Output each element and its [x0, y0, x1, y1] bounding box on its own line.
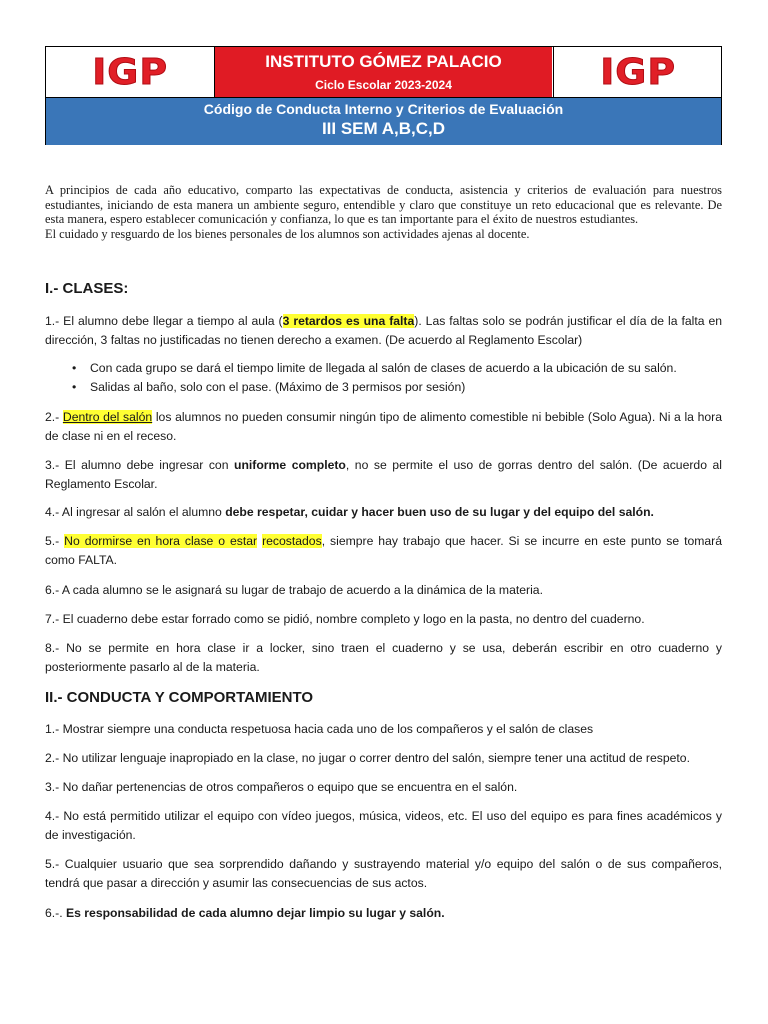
rule-text: 1.- El alumno debe llegar a tiempo al aula (: [45, 314, 283, 328]
rule-1-6: 6.- A cada alumno se le asignará su lugar de trabajo de acuerdo a la dinámica de la materia.: [45, 583, 543, 597]
rule-text: , siempre hay trabajo que hacer. Si se incurre en este punto se tomará como FALTA.: [45, 534, 723, 567]
rule-1-5: [45, 532, 722, 569]
rule-2-2: 2.- No utilizar lenguaje inapropiado en la clase, no jugar o correr dentro del salón, siempre tener una actitud de respeto.: [45, 751, 690, 765]
bold-text: Es responsabilidad de cada alumno dejar limpio su lugar y salón.: [66, 906, 445, 920]
header-subtitle-band: [46, 97, 721, 145]
rule-1-2: [45, 408, 722, 445]
rule-1-7: 7.- El cuaderno debe estar forrado como se pidió, nombre completo y logo en la pasta, no dentro del cuaderno.: [45, 612, 645, 626]
rule-text: los alumnos no pueden consumir ningún tipo de alimento comestible ni bebible (Solo Agua). Ni a la hora de clase ni en el receso.: [45, 410, 723, 443]
rule-1-8: 8.- No se permite en hora clase ir a locker, sino traen el cuaderno y se usa, deberán escribir en otro cuaderno y posteriormente pasarlo al de la materia.: [45, 641, 722, 674]
rule-text: 2.-: [45, 410, 63, 424]
highlight-no-dormirse: No dormirse en hora clase o estar: [64, 534, 258, 548]
institution-title-block: [215, 47, 552, 97]
intro-paragraph-1: A principios de cada año educativo, comparto las expectativas de conducta, asistencia y criterios de evaluación para nuestros estudiantes, iniciando de esta manera un ambiente seguro, entendible y claro que constituye un reto educacional que es relevante. De esta manera, espero establecer comunicación y confianza, lo que es tan importante para el éxito de nuestros estudiantes.: [45, 183, 722, 227]
rule-1-bullets: [72, 359, 722, 396]
logo-left: [46, 47, 215, 97]
rule-2-3: 3.- No dañar pertenencias de otros compañeros o equipo que se encuentra en el salón.: [45, 780, 518, 794]
rule-1-3: [45, 456, 722, 493]
school-year: Ciclo Escolar 2023-2024: [315, 78, 452, 92]
rule-1-1: [45, 312, 722, 349]
bold-text: uniforme completo: [234, 458, 346, 472]
section-title-conducta: II.- CONDUCTA Y COMPORTAMIENTO: [45, 689, 314, 706]
rule-2-5: 5.- Cualquier usuario que sea sorprendido dañando y sustrayendo material y/o equipo del salón o de sus compañeros, tendrá que pasar a dirección y asumir las consecuencias de sus actos.: [45, 857, 722, 890]
bullet-item: • Salidas al baño, solo con el pase. (Máximo de 3 permisos por sesión): [72, 378, 722, 397]
rule-text: 3.- El alumno debe ingresar con: [45, 458, 235, 472]
rule-2-1: 1.- Mostrar siempre una conducta respetuosa hacia cada uno de los compañeros y el salón de clases: [45, 722, 594, 736]
highlight-retardos: 3 retardos es una falta: [282, 314, 415, 328]
bullet-item: • Con cada grupo se dará el tiempo limite de llegada al salón de clases de acuerdo a la ubicación de su salón.: [72, 359, 722, 378]
groups-label: III SEM A,B,C,D: [321, 119, 446, 138]
institution-name: INSTITUTO GÓMEZ PALACIO: [265, 52, 502, 71]
logo-right: [553, 47, 722, 97]
header-top-row: [46, 47, 721, 97]
igp-logo-left: IGP: [92, 51, 168, 93]
rule-text: 4.- Al ingresar al salón el alumno: [45, 505, 226, 519]
rule-text: 5.-: [45, 534, 65, 548]
rule-2-4: 4.- No está permitido utilizar el equipo con vídeo juegos, música, videos, etc. El uso del equipo es para fines académicos y de investigación.: [45, 809, 722, 842]
rule-1-4: [45, 503, 722, 522]
rule-text: ). Las faltas solo se podrán justificar el día de la falta en dirección, 3 faltas no justificadas no tienen derecho a examen. (De acuerdo al Reglamento Escolar): [45, 314, 722, 347]
intro-paragraph-2: El cuidado y resguardo de los bienes personales de los alumnos son actividades ajenas al docente.: [45, 226, 530, 241]
section-title-clases: I.- CLASES:: [45, 280, 129, 297]
document-title: Código de Conducta Interno y Criterios de Evaluación: [203, 101, 564, 117]
document-header: [45, 46, 722, 145]
intro-text: [45, 183, 722, 241]
highlight-recostados: recostados: [262, 534, 322, 548]
rule-2-6: [45, 904, 722, 923]
rule-text: 6.-.: [45, 906, 66, 920]
highlight-dentro-salon: Dentro del salón: [62, 410, 153, 424]
igp-logo-right: IGP: [600, 51, 676, 93]
rule-text: , no se permite el uso de gorras dentro del salón. (De acuerdo al Reglamento Escolar.: [45, 458, 722, 491]
bold-text: debe respetar, cuidar y hacer buen uso de su lugar y del equipo del salón.: [225, 505, 654, 519]
